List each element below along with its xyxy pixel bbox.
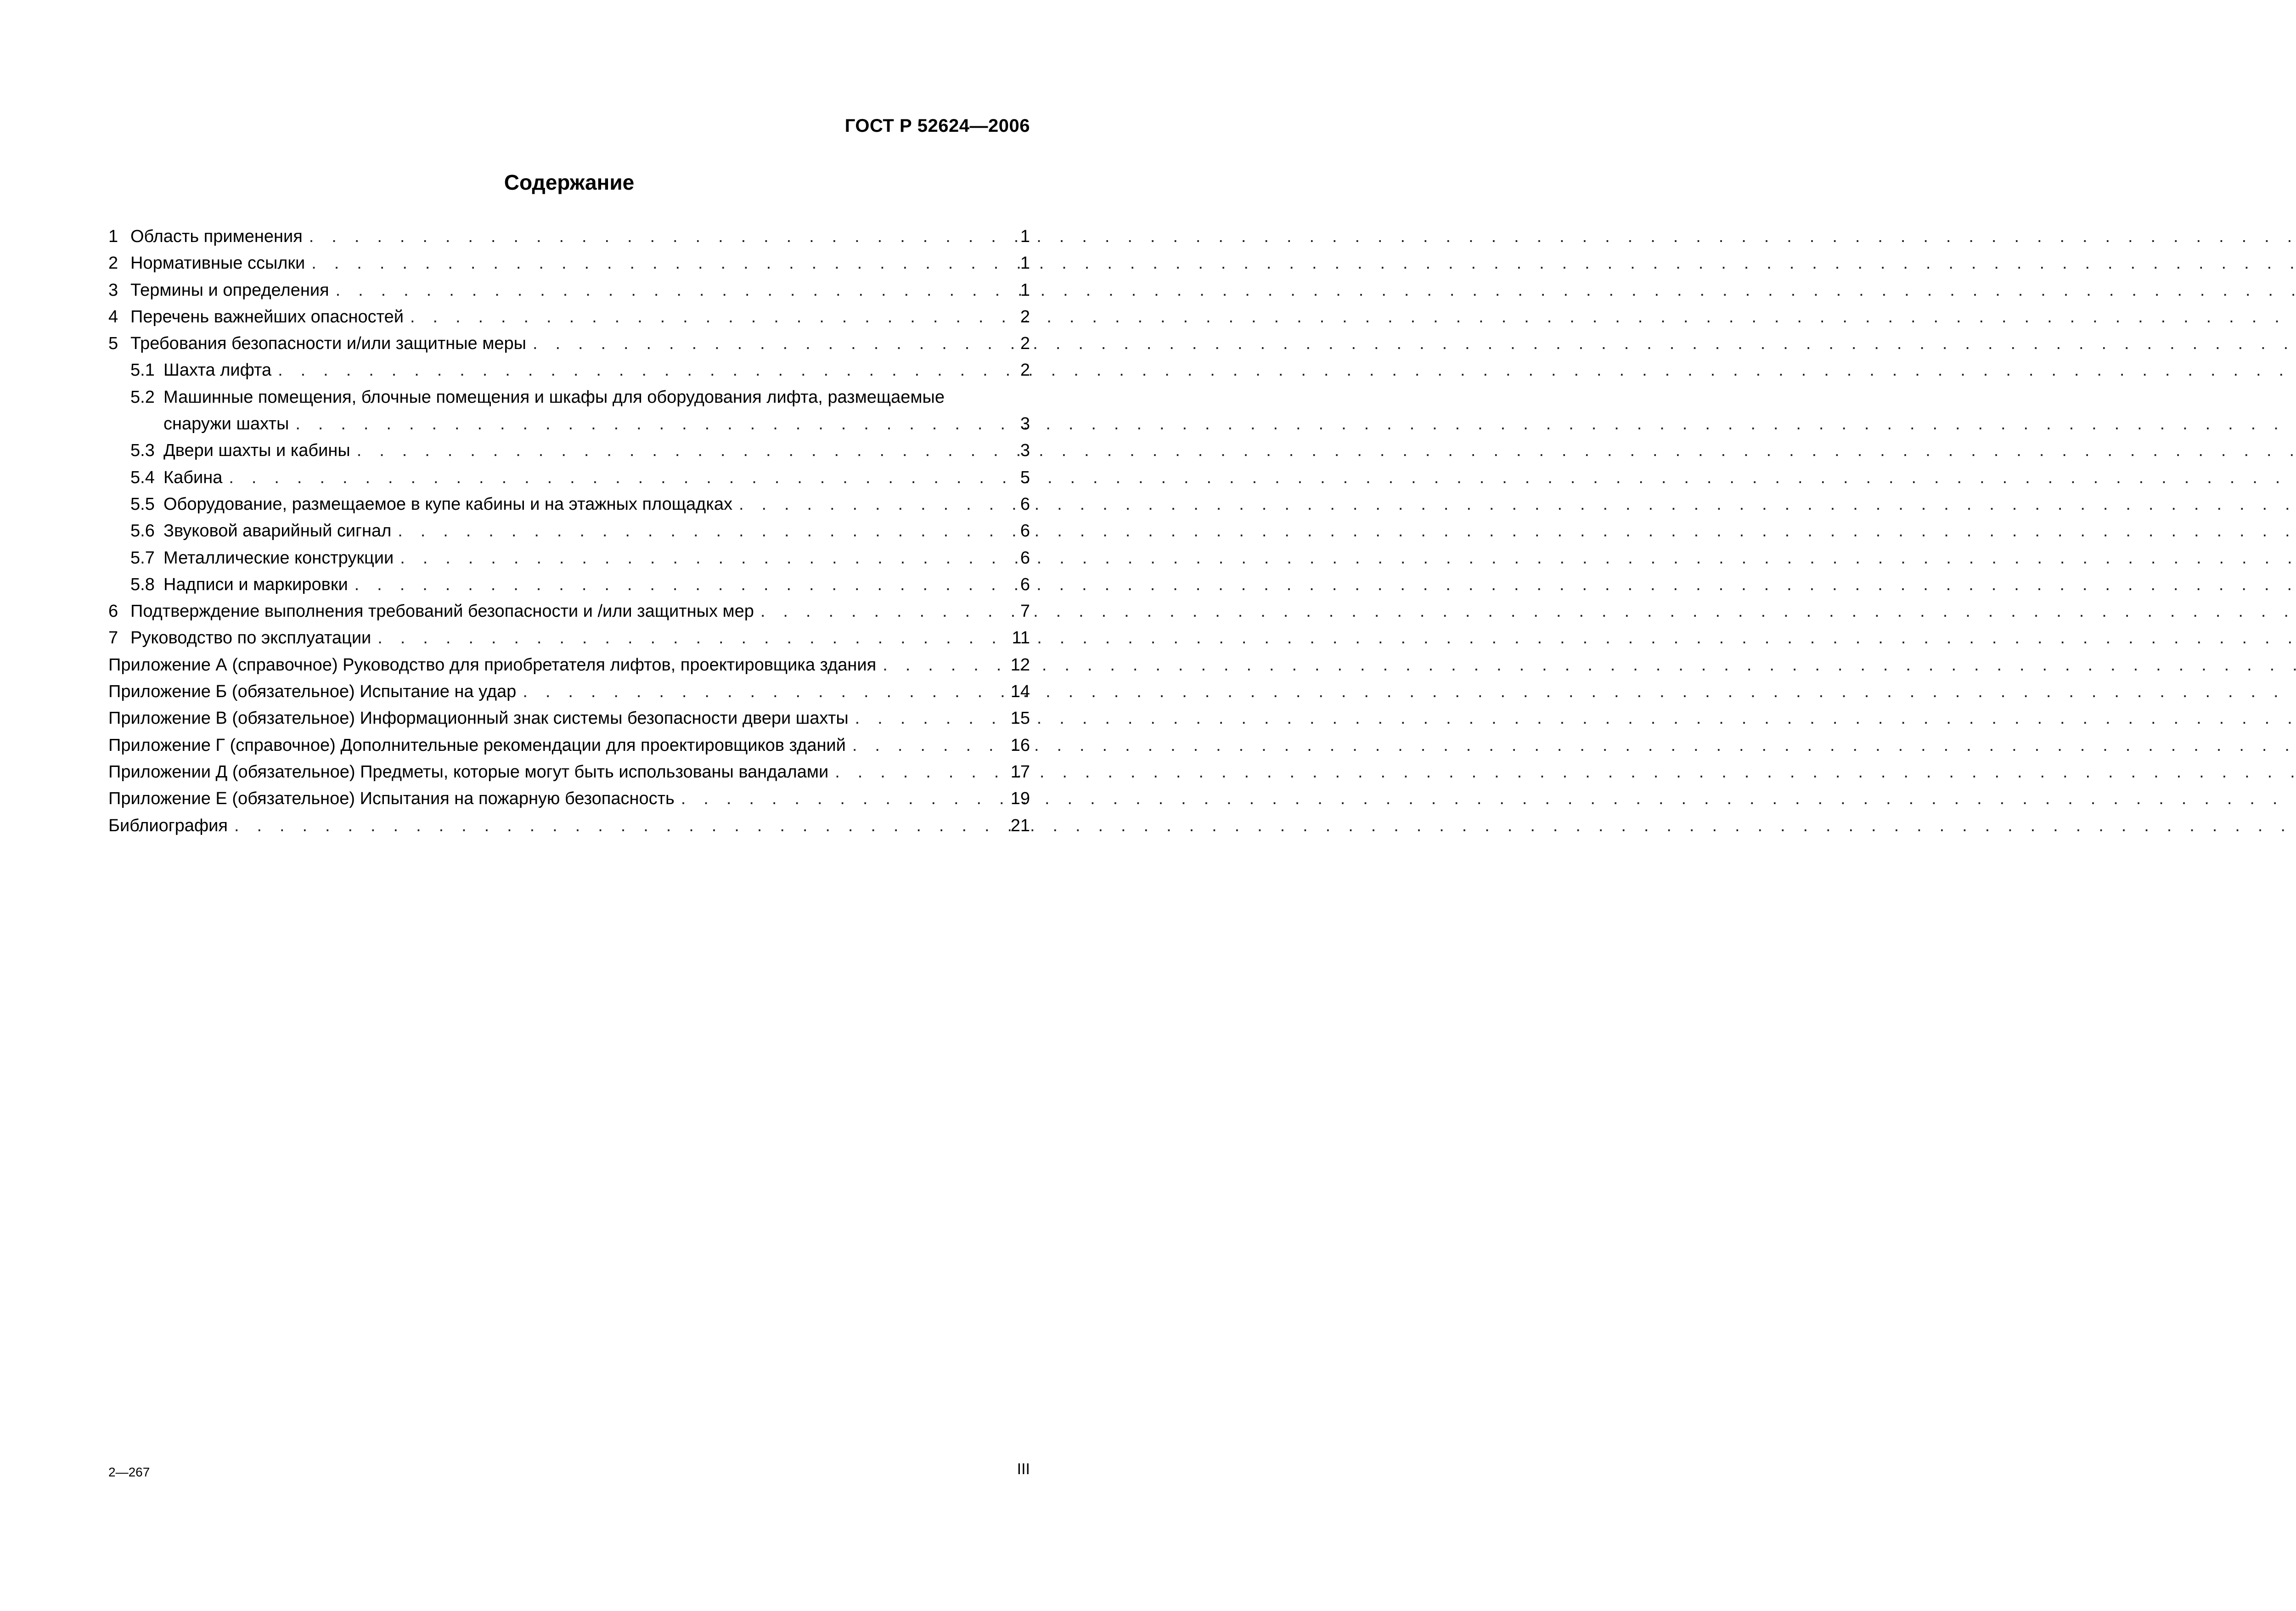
toc-entry-title: Руководство по эксплуатации xyxy=(130,628,371,648)
toc-entry-number: 5.7 xyxy=(130,548,155,568)
toc-entry-title: Приложении Д (обязательное) Предметы, которые могут быть использованы вандалами xyxy=(108,762,829,782)
toc-entry-page: 7 xyxy=(1020,602,1030,621)
toc-entry-6[interactable] xyxy=(108,598,1030,625)
toc-entry-page: 11 xyxy=(1012,628,1030,648)
toc-entry-page: 6 xyxy=(1020,548,1030,568)
toc-entry-title: Звуковой аварийный сигнал xyxy=(163,521,392,541)
toc-entry-page: 16 xyxy=(1010,735,1030,755)
toc-entry-title: Требования безопасности и/или защитные меры xyxy=(130,334,526,354)
dot-leader xyxy=(883,652,2296,678)
toc-entry-appendix-v[interactable] xyxy=(108,705,1030,732)
print-run-code: 2—267 xyxy=(108,1465,150,1479)
table-of-contents xyxy=(108,223,1030,839)
toc-entry-5-6[interactable] xyxy=(108,518,1030,544)
toc-entry-page: 14 xyxy=(1010,682,1030,702)
toc-entry-page: 19 xyxy=(1010,789,1030,809)
toc-entry-title: Библиография xyxy=(108,816,228,835)
toc-entry-title: Двери шахты и кабины xyxy=(163,441,350,461)
toc-entry-appendix-d[interactable] xyxy=(108,759,1030,785)
page-title: Содержание xyxy=(504,170,635,194)
toc-entry-page: 3 xyxy=(1020,441,1030,461)
dot-leader xyxy=(523,678,2296,705)
dot-leader xyxy=(355,571,2296,598)
toc-entry-number: 5.3 xyxy=(130,441,155,461)
toc-entry-page: 3 xyxy=(1020,414,1030,434)
dot-leader xyxy=(400,545,2296,571)
toc-entry-5-4[interactable] xyxy=(108,464,1030,491)
toc-entry-page: 1 xyxy=(1020,280,1030,300)
dot-leader xyxy=(311,250,2296,276)
toc-entry-number: 5.4 xyxy=(130,468,155,487)
toc-entry-page: 17 xyxy=(1010,762,1030,782)
toc-entry-number: 1 xyxy=(108,227,118,246)
toc-entry-title: Приложение В (обязательное) Информационный знак системы безопасности двери шахты xyxy=(108,709,849,728)
toc-entry-appendix-e[interactable] xyxy=(108,785,1030,812)
toc-entry-number: 5.5 xyxy=(130,494,155,514)
toc-entry-title: Подтверждение выполнения требований безопасности и /или защитных мер xyxy=(130,602,754,621)
toc-entry-number: 5.2 xyxy=(130,387,155,407)
dot-leader xyxy=(357,437,2296,464)
toc-entry-page: 1 xyxy=(1020,227,1030,246)
toc-entry-number: 5.6 xyxy=(130,521,155,541)
toc-entry-number: 6 xyxy=(108,602,118,621)
toc-entry-page: 6 xyxy=(1020,494,1030,514)
toc-entry-title-continued: снаружи шахты xyxy=(163,414,289,434)
toc-entry-number: 4 xyxy=(108,307,118,327)
dot-leader xyxy=(855,705,2296,732)
toc-entry-title: Шахта лифта xyxy=(163,361,272,380)
toc-entry-page: 2 xyxy=(1020,361,1030,380)
toc-entry-number: 3 xyxy=(108,280,118,300)
standard-id: ГОСТ Р 52624—2006 xyxy=(844,116,1030,136)
dot-leader xyxy=(377,625,2296,651)
toc-entry-5-2[interactable] xyxy=(108,384,1030,438)
dot-leader xyxy=(533,330,2296,357)
dot-leader xyxy=(739,491,2296,518)
toc-entry-title: Приложение Е (обязательное) Испытания на пожарную безопасность xyxy=(108,789,675,809)
toc-entry-appendix-b[interactable] xyxy=(108,678,1030,705)
toc-entry-title: Металлические конструкции xyxy=(163,548,394,568)
toc-entry-5-3[interactable] xyxy=(108,437,1030,464)
toc-entry-title: Перечень важнейших опасностей xyxy=(130,307,404,327)
toc-entry-5-8[interactable] xyxy=(108,571,1030,598)
toc-entry-title: Приложение Б (обязательное) Испытание на удар xyxy=(108,682,517,702)
toc-entry-4[interactable] xyxy=(108,304,1030,330)
dot-leader xyxy=(410,304,2296,330)
toc-entry-7[interactable] xyxy=(108,625,1030,651)
dot-leader xyxy=(398,518,2296,544)
dot-leader xyxy=(852,732,2296,759)
toc-entry-number: 5.1 xyxy=(130,361,155,380)
toc-entry-number: 7 xyxy=(108,628,118,648)
toc-entry-5-5[interactable] xyxy=(108,491,1030,518)
toc-entry-title: Приложение Г (справочное) Дополнительные рекомендации для проектировщиков зданий xyxy=(108,735,846,755)
toc-entry-appendix-g[interactable] xyxy=(108,732,1030,759)
toc-entry-title: Машинные помещения, блочные помещения и шкафы для оборудования лифта, размещаемые xyxy=(163,387,945,407)
toc-entry-5-7[interactable] xyxy=(108,545,1030,571)
toc-entry-title: Надписи и маркировки xyxy=(163,575,348,594)
toc-entry-title: Кабина xyxy=(163,468,223,487)
dot-leader xyxy=(760,598,2296,625)
dot-leader xyxy=(278,357,2296,383)
toc-entry-page: 1 xyxy=(1020,253,1030,273)
toc-entry-1[interactable] xyxy=(108,223,1030,250)
toc-entry-title: Приложение А (справочное) Руководство для приобретателя лифтов, проектировщика здания xyxy=(108,655,877,675)
dot-leader xyxy=(234,812,2296,839)
page-number: III xyxy=(1017,1460,1030,1478)
toc-entry-5-1[interactable] xyxy=(108,357,1030,383)
toc-entry-bibliography[interactable] xyxy=(108,812,1030,839)
dot-leader xyxy=(681,785,2296,812)
toc-entry-page: 15 xyxy=(1010,709,1030,728)
toc-entry-page: 2 xyxy=(1020,334,1030,354)
toc-entry-page: 6 xyxy=(1020,575,1030,594)
toc-entry-title: Нормативные ссылки xyxy=(130,253,305,273)
dot-leader xyxy=(835,759,2296,785)
toc-entry-page: 2 xyxy=(1020,307,1030,327)
toc-entry-title: Термины и определения xyxy=(130,280,329,300)
toc-entry-2[interactable] xyxy=(108,250,1030,276)
toc-entry-page: 21 xyxy=(1010,816,1030,835)
toc-entry-title: Область применения xyxy=(130,227,303,246)
dot-leader xyxy=(229,464,2296,491)
toc-entry-title: Оборудование, размещаемое в купе кабины и на этажных площадках xyxy=(163,494,732,514)
toc-entry-page: 6 xyxy=(1020,521,1030,541)
toc-entry-number: 2 xyxy=(108,253,118,273)
toc-entry-page: 12 xyxy=(1010,655,1030,675)
toc-entry-number: 5.8 xyxy=(130,575,155,594)
toc-entry-3[interactable] xyxy=(108,277,1030,304)
dot-leader xyxy=(309,223,2296,250)
toc-entry-5[interactable] xyxy=(108,330,1030,357)
dot-leader xyxy=(295,411,2296,437)
toc-entry-page: 5 xyxy=(1020,468,1030,487)
toc-entry-appendix-a[interactable] xyxy=(108,652,1030,678)
toc-entry-number: 5 xyxy=(108,334,118,354)
dot-leader xyxy=(336,277,2296,304)
